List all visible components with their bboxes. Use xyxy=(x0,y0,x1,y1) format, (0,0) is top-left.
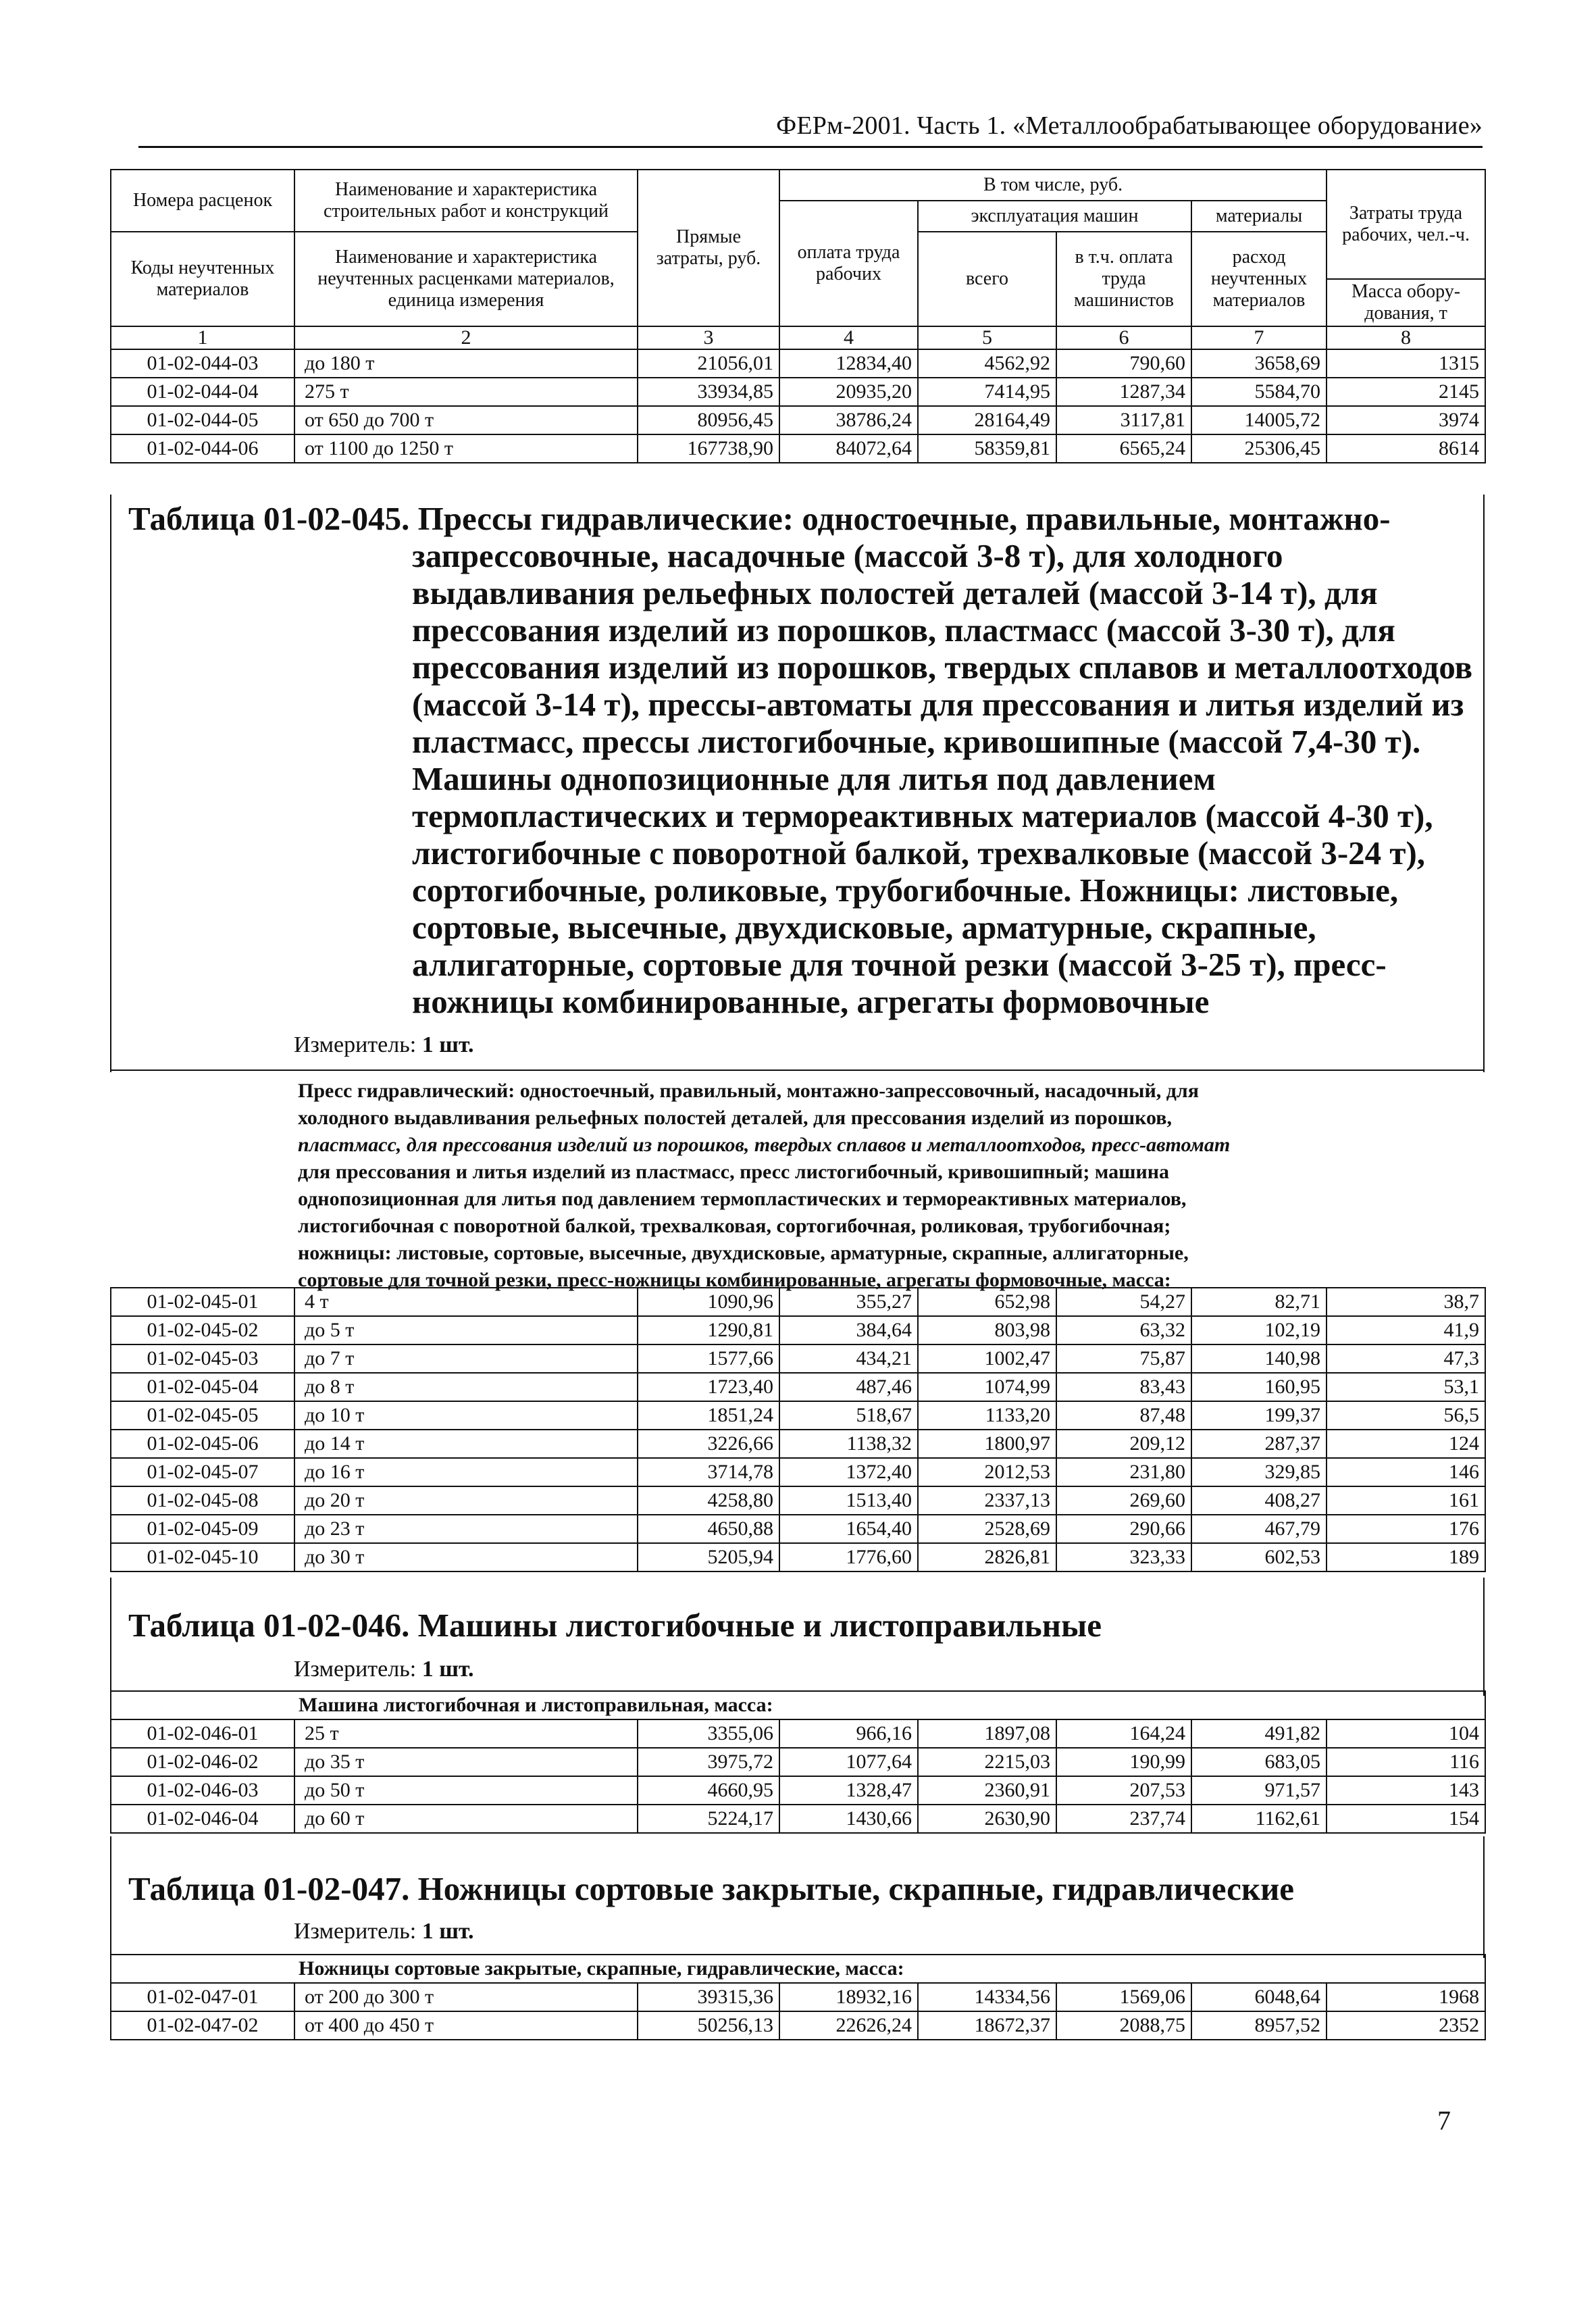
title-line: (массой 3-14 т), прессы-автоматы для прессования и литья изделий из xyxy=(412,686,1464,723)
labor-pay: 1513,40 xyxy=(779,1486,918,1515)
labor-hours: 53,1 xyxy=(1327,1373,1485,1401)
table-row xyxy=(111,1719,1485,1748)
rate-name: от 650 до 700 т xyxy=(294,406,638,434)
materials: 8957,52 xyxy=(1191,2011,1327,2040)
machine-total: 1133,20 xyxy=(918,1401,1056,1430)
labor-hours: 116 xyxy=(1327,1748,1485,1776)
table-045-title xyxy=(128,500,1472,1020)
machinist-pay: 209,12 xyxy=(1056,1430,1191,1458)
rate-name: до 60 т xyxy=(294,1805,638,1833)
head-machine-total: всего xyxy=(918,232,1056,326)
materials: 408,27 xyxy=(1191,1486,1327,1515)
direct-costs: 3975,72 xyxy=(638,1748,779,1776)
materials: 602,53 xyxy=(1191,1543,1327,1571)
group-line: листогибочная с поворотной балкой, трехвалковая, сортогибочная, роликовая, трубогибочная; xyxy=(298,1215,1171,1237)
group-label: Машина листогибочная и листоправильная, масса: xyxy=(294,1691,1485,1719)
page-header xyxy=(138,108,1483,149)
title-line: запрессовочные, насадочные (массой 3-8 т), для холодного xyxy=(412,537,1283,574)
materials: 3658,69 xyxy=(1191,349,1327,378)
machinist-pay: 6565,24 xyxy=(1056,434,1191,463)
materials: 25306,45 xyxy=(1191,434,1327,463)
rate-code: 01-02-045-05 xyxy=(111,1401,294,1430)
title-line: выдавливания рельефных полостей деталей (массой 3-14 т), для xyxy=(412,574,1378,611)
measure-label: Измеритель: xyxy=(294,1657,417,1682)
col-number: 7 xyxy=(1191,326,1327,349)
machinist-pay: 269,60 xyxy=(1056,1486,1191,1515)
rate-code: 01-02-046-02 xyxy=(111,1748,294,1776)
machinist-pay: 290,66 xyxy=(1056,1515,1191,1543)
measure-047 xyxy=(294,1919,474,1944)
machinist-pay: 63,32 xyxy=(1056,1316,1191,1344)
group-line: сортовые для точной резки, пресс-ножницы комбинированные, агрегаты формовочные, масса: xyxy=(298,1269,1171,1291)
table-row xyxy=(111,1430,1485,1458)
materials: 14005,72 xyxy=(1191,406,1327,434)
direct-costs: 1723,40 xyxy=(638,1373,779,1401)
machinist-pay: 207,53 xyxy=(1056,1776,1191,1805)
labor-hours: 1968 xyxy=(1327,1983,1485,2011)
table-row xyxy=(111,1515,1485,1543)
head-materials-use: расход неучтенных материалов xyxy=(1191,232,1327,326)
table-row xyxy=(111,434,1485,463)
labor-hours: 143 xyxy=(1327,1776,1485,1805)
labor-hours: 154 xyxy=(1327,1805,1485,1833)
table-row xyxy=(111,1288,1485,1316)
table-row xyxy=(111,1316,1485,1344)
machine-total: 1897,08 xyxy=(918,1719,1056,1748)
title-line: аллигаторные, сортовые для точной резки (массой 3-25 т), пресс- xyxy=(412,946,1387,983)
table-row xyxy=(111,1543,1485,1571)
rate-name: до 14 т xyxy=(294,1430,638,1458)
rate-code: 01-02-045-07 xyxy=(111,1458,294,1486)
rate-code: 01-02-045-06 xyxy=(111,1430,294,1458)
rate-code: 01-02-046-03 xyxy=(111,1776,294,1805)
rate-name: до 20 т xyxy=(294,1486,638,1515)
direct-costs: 39315,36 xyxy=(638,1983,779,2011)
machinist-pay: 87,48 xyxy=(1056,1401,1191,1430)
labor-pay: 1654,40 xyxy=(779,1515,918,1543)
machine-total: 2528,69 xyxy=(918,1515,1056,1543)
group-desc-045 xyxy=(110,1070,1485,1290)
direct-costs: 167738,90 xyxy=(638,434,779,463)
direct-costs: 1290,81 xyxy=(638,1316,779,1344)
head-material-codes: Коды неучтенных материалов xyxy=(111,232,294,326)
machinist-pay: 75,87 xyxy=(1056,1344,1191,1373)
materials: 140,98 xyxy=(1191,1344,1327,1373)
labor-hours: 124 xyxy=(1327,1430,1485,1458)
direct-costs: 3226,66 xyxy=(638,1430,779,1458)
labor-pay: 12834,40 xyxy=(779,349,918,378)
head-materials: материалы xyxy=(1191,201,1327,232)
table-row xyxy=(111,1776,1485,1805)
table-046-title xyxy=(128,1607,1472,1644)
machine-total: 28164,49 xyxy=(918,406,1056,434)
rate-code: 01-02-045-03 xyxy=(111,1344,294,1373)
group-line: для прессования и литья изделий из пластмасс, пресс листогибочный, кривошипный; машина xyxy=(298,1161,1170,1183)
top-table xyxy=(110,169,1486,463)
rate-name: до 35 т xyxy=(294,1748,638,1776)
table-row xyxy=(111,1805,1485,1833)
rate-name: до 8 т xyxy=(294,1373,638,1401)
head-rate-numbers: Номера расценок xyxy=(111,170,294,232)
direct-costs: 5205,94 xyxy=(638,1543,779,1571)
machine-total: 2337,13 xyxy=(918,1486,1056,1515)
head-labor-pay: оплата труда рабочих xyxy=(779,201,918,326)
rate-name: до 10 т xyxy=(294,1401,638,1430)
machine-total: 2012,53 xyxy=(918,1458,1056,1486)
materials: 5584,70 xyxy=(1191,378,1327,406)
title-line: Машины однопозиционные для литья под давлением xyxy=(412,760,1216,797)
labor-pay: 38786,24 xyxy=(779,406,918,434)
group-line: однопозиционная для литья под давлением термопластических и термореактивных материалов, xyxy=(298,1188,1187,1210)
table-row xyxy=(111,1983,1485,2011)
materials: 683,05 xyxy=(1191,1748,1327,1776)
machinist-pay: 2088,75 xyxy=(1056,2011,1191,2040)
labor-hours: 2145 xyxy=(1327,378,1485,406)
machine-total: 803,98 xyxy=(918,1316,1056,1344)
labor-pay: 966,16 xyxy=(779,1719,918,1748)
machine-total: 58359,81 xyxy=(918,434,1056,463)
header-rule xyxy=(138,146,1483,148)
direct-costs: 3355,06 xyxy=(638,1719,779,1748)
direct-costs: 50256,13 xyxy=(638,2011,779,2040)
machine-total: 7414,95 xyxy=(918,378,1056,406)
table-row xyxy=(111,1373,1485,1401)
rate-code: 01-02-047-02 xyxy=(111,2011,294,2040)
machinist-pay: 790,60 xyxy=(1056,349,1191,378)
machine-total: 1074,99 xyxy=(918,1373,1056,1401)
labor-pay: 84072,64 xyxy=(779,434,918,463)
materials: 6048,64 xyxy=(1191,1983,1327,2011)
rate-code: 01-02-044-05 xyxy=(111,406,294,434)
direct-costs: 3714,78 xyxy=(638,1458,779,1486)
rate-name: от 200 до 300 т xyxy=(294,1983,638,2011)
machinist-pay: 83,43 xyxy=(1056,1373,1191,1401)
measure-label: Измеритель: xyxy=(294,1032,417,1057)
materials: 287,37 xyxy=(1191,1430,1327,1458)
rate-name: до 16 т xyxy=(294,1458,638,1486)
rate-code: 01-02-044-04 xyxy=(111,378,294,406)
col-number: 3 xyxy=(638,326,779,349)
rate-code: 01-02-044-03 xyxy=(111,349,294,378)
labor-pay: 18932,16 xyxy=(779,1983,918,2011)
table-row xyxy=(111,1401,1485,1430)
labor-pay: 1430,66 xyxy=(779,1805,918,1833)
rate-code: 01-02-045-01 xyxy=(111,1288,294,1316)
materials: 329,85 xyxy=(1191,1458,1327,1486)
title-line: пластмасс, прессы листогибочные, кривошипные (массой 7,4-30 т). xyxy=(412,723,1421,760)
machinist-pay: 231,80 xyxy=(1056,1458,1191,1486)
labor-hours: 176 xyxy=(1327,1515,1485,1543)
labor-hours: 38,7 xyxy=(1327,1288,1485,1316)
title-line: Таблица 01-02-047. Ножницы сортовые закрытые, скрапные, гидравлические xyxy=(128,1870,1295,1907)
machine-total: 652,98 xyxy=(918,1288,1056,1316)
rate-name: до 7 т xyxy=(294,1344,638,1373)
title-line: сортогибочные, роликовые, трубогибочные. Ножницы: листовые, xyxy=(412,872,1399,909)
measure-045 xyxy=(294,1032,474,1058)
rate-name: до 23 т xyxy=(294,1515,638,1543)
table-row xyxy=(111,378,1485,406)
head-machine-op: эксплуатация машин xyxy=(918,201,1191,232)
rate-name: 4 т xyxy=(294,1288,638,1316)
head-direct-costs: Прямые затраты, руб. xyxy=(638,170,779,326)
labor-hours: 3974 xyxy=(1327,406,1485,434)
rate-name: до 50 т xyxy=(294,1776,638,1805)
title-line: прессования изделий из порошков, пластмасс (массой 3-30 т), для xyxy=(412,611,1395,649)
col-number: 8 xyxy=(1327,326,1485,349)
machinist-pay: 323,33 xyxy=(1056,1543,1191,1571)
table-row xyxy=(111,1748,1485,1776)
head-labor-cost: Затраты труда рабочих, чел.-ч. xyxy=(1327,170,1485,279)
rate-name: до 180 т xyxy=(294,349,638,378)
title-line: прессования изделий из порошков, твердых сплавов и металлоотходов xyxy=(412,649,1473,686)
labor-pay: 22626,24 xyxy=(779,2011,918,2040)
title-line: Таблица 01-02-045. Прессы гидравлические: одностоечные, правильные, монтажно- xyxy=(128,500,1391,537)
machine-total: 4562,92 xyxy=(918,349,1056,378)
labor-hours: 56,5 xyxy=(1327,1401,1485,1430)
rate-name: 25 т xyxy=(294,1719,638,1748)
title-line: термопластических и термореактивных материалов (массой 4-30 т), xyxy=(412,797,1433,834)
materials: 971,57 xyxy=(1191,1776,1327,1805)
table-047 xyxy=(110,1954,1486,2040)
labor-hours: 2352 xyxy=(1327,2011,1485,2040)
rate-name: от 400 до 450 т xyxy=(294,2011,638,2040)
labor-pay: 1138,32 xyxy=(779,1430,918,1458)
rate-code: 01-02-044-06 xyxy=(111,434,294,463)
labor-hours: 189 xyxy=(1327,1543,1485,1571)
labor-pay: 1077,64 xyxy=(779,1748,918,1776)
labor-hours: 161 xyxy=(1327,1486,1485,1515)
machinist-pay: 190,99 xyxy=(1056,1748,1191,1776)
labor-hours: 146 xyxy=(1327,1458,1485,1486)
rate-code: 01-02-045-08 xyxy=(111,1486,294,1515)
table-045 xyxy=(110,1287,1486,1572)
machinist-pay: 164,24 xyxy=(1056,1719,1191,1748)
labor-pay: 355,27 xyxy=(779,1288,918,1316)
table-row xyxy=(111,2011,1485,2040)
machinist-pay: 3117,81 xyxy=(1056,406,1191,434)
col-number: 4 xyxy=(779,326,918,349)
direct-costs: 5224,17 xyxy=(638,1805,779,1833)
measure-label: Измеритель: xyxy=(294,1919,417,1944)
materials: 160,95 xyxy=(1191,1373,1327,1401)
head-mass: Масса обору-дования, т xyxy=(1327,279,1485,326)
labor-pay: 1776,60 xyxy=(779,1543,918,1571)
direct-costs: 4660,95 xyxy=(638,1776,779,1805)
machine-total: 1800,97 xyxy=(918,1430,1056,1458)
head-incl: В том числе, руб. xyxy=(779,170,1327,201)
labor-pay: 518,67 xyxy=(779,1401,918,1430)
page-header-title: ФЕРм-2001. Часть 1. «Металлообрабатывающее оборудование» xyxy=(776,111,1483,140)
materials: 199,37 xyxy=(1191,1401,1327,1430)
machinist-pay: 1569,06 xyxy=(1056,1983,1191,2011)
direct-costs: 1577,66 xyxy=(638,1344,779,1373)
labor-hours: 41,9 xyxy=(1327,1316,1485,1344)
table-row xyxy=(111,1458,1485,1486)
title-line: листогибочные с поворотной балкой, трехвалковые (массой 3-24 т), xyxy=(412,834,1426,872)
direct-costs: 1090,96 xyxy=(638,1288,779,1316)
labor-hours: 104 xyxy=(1327,1719,1485,1748)
direct-costs: 80956,45 xyxy=(638,406,779,434)
machinist-pay: 1287,34 xyxy=(1056,378,1191,406)
group-label: Ножницы сортовые закрытые, скрапные, гидравлические, масса: xyxy=(294,1955,1485,1983)
table-row xyxy=(111,406,1485,434)
machine-total: 1002,47 xyxy=(918,1344,1056,1373)
col-number: 2 xyxy=(294,326,638,349)
machine-total: 2630,90 xyxy=(918,1805,1056,1833)
machine-total: 18672,37 xyxy=(918,2011,1056,2040)
machine-total: 2360,91 xyxy=(918,1776,1056,1805)
machine-total: 2826,81 xyxy=(918,1543,1056,1571)
labor-hours: 8614 xyxy=(1327,434,1485,463)
materials: 491,82 xyxy=(1191,1719,1327,1748)
table-row xyxy=(111,349,1485,378)
col-number: 5 xyxy=(918,326,1056,349)
rate-code: 01-02-045-04 xyxy=(111,1373,294,1401)
labor-pay: 1328,47 xyxy=(779,1776,918,1805)
materials: 467,79 xyxy=(1191,1515,1327,1543)
direct-costs: 21056,01 xyxy=(638,349,779,378)
labor-pay: 487,46 xyxy=(779,1373,918,1401)
rate-code: 01-02-045-09 xyxy=(111,1515,294,1543)
title-line: Таблица 01-02-046. Машины листогибочные и листоправильные xyxy=(128,1607,1102,1644)
group-line: холодного выдавливания рельефных полостей деталей, для прессования изделий из порошков, xyxy=(298,1107,1172,1129)
rate-code: 01-02-046-04 xyxy=(111,1805,294,1833)
labor-pay: 1372,40 xyxy=(779,1458,918,1486)
machine-total: 14334,56 xyxy=(918,1983,1056,2011)
measure-value: 1 шт. xyxy=(421,1657,474,1682)
machinist-pay: 54,27 xyxy=(1056,1288,1191,1316)
labor-pay: 384,64 xyxy=(779,1316,918,1344)
direct-costs: 4650,88 xyxy=(638,1515,779,1543)
head-work-name: Наименование и характеристика строительных работ и конструкций xyxy=(294,170,638,232)
direct-costs: 4258,80 xyxy=(638,1486,779,1515)
table-047-title xyxy=(128,1870,1472,1907)
labor-pay: 20935,20 xyxy=(779,378,918,406)
materials: 1162,61 xyxy=(1191,1805,1327,1833)
group-line: ножницы: листовые, сортовые, высечные, двухдисковые, арматурные, скрапные, аллигаторные, xyxy=(298,1242,1189,1264)
title-line: ножницы комбинированные, агрегаты формовочные xyxy=(412,983,1210,1020)
table-row xyxy=(111,1344,1485,1373)
measure-value: 1 шт. xyxy=(421,1919,474,1944)
rate-name: от 1100 до 1250 т xyxy=(294,434,638,463)
labor-pay: 434,21 xyxy=(779,1344,918,1373)
rate-code: 01-02-046-01 xyxy=(111,1719,294,1748)
rate-code: 01-02-047-01 xyxy=(111,1983,294,2011)
page-number: 7 xyxy=(1437,2105,1451,2136)
measure-046 xyxy=(294,1657,474,1682)
measure-value: 1 шт. xyxy=(421,1032,474,1057)
labor-hours: 1315 xyxy=(1327,349,1485,378)
rate-name: до 5 т xyxy=(294,1316,638,1344)
table-046 xyxy=(110,1690,1486,1834)
materials: 102,19 xyxy=(1191,1316,1327,1344)
group-line: Пресс гидравлический: одностоечный, правильный, монтажно-запрессовочный, насадочный, для xyxy=(298,1080,1199,1102)
labor-hours: 47,3 xyxy=(1327,1344,1485,1373)
col-number: 1 xyxy=(111,326,294,349)
rate-name: 275 т xyxy=(294,378,638,406)
rate-name: до 30 т xyxy=(294,1543,638,1571)
head-machinist-pay: в т.ч. оплата труда машинистов xyxy=(1056,232,1191,326)
direct-costs: 33934,85 xyxy=(638,378,779,406)
head-material-name: Наименование и характеристика неучтенных расценками материалов, единица измерения xyxy=(294,232,638,326)
group-line: пластмасс, для прессования изделий из порошков, твердых сплавов и металлоотходов, пресс-автомат xyxy=(298,1134,1231,1156)
rate-code: 01-02-045-10 xyxy=(111,1543,294,1571)
machine-total: 2215,03 xyxy=(918,1748,1056,1776)
materials: 82,71 xyxy=(1191,1288,1327,1316)
table-row xyxy=(111,1486,1485,1515)
title-line: сортовые, высечные, двухдисковые, арматурные, скрапные, xyxy=(412,909,1316,946)
rate-code: 01-02-045-02 xyxy=(111,1316,294,1344)
col-number: 6 xyxy=(1056,326,1191,349)
direct-costs: 1851,24 xyxy=(638,1401,779,1430)
machinist-pay: 237,74 xyxy=(1056,1805,1191,1833)
